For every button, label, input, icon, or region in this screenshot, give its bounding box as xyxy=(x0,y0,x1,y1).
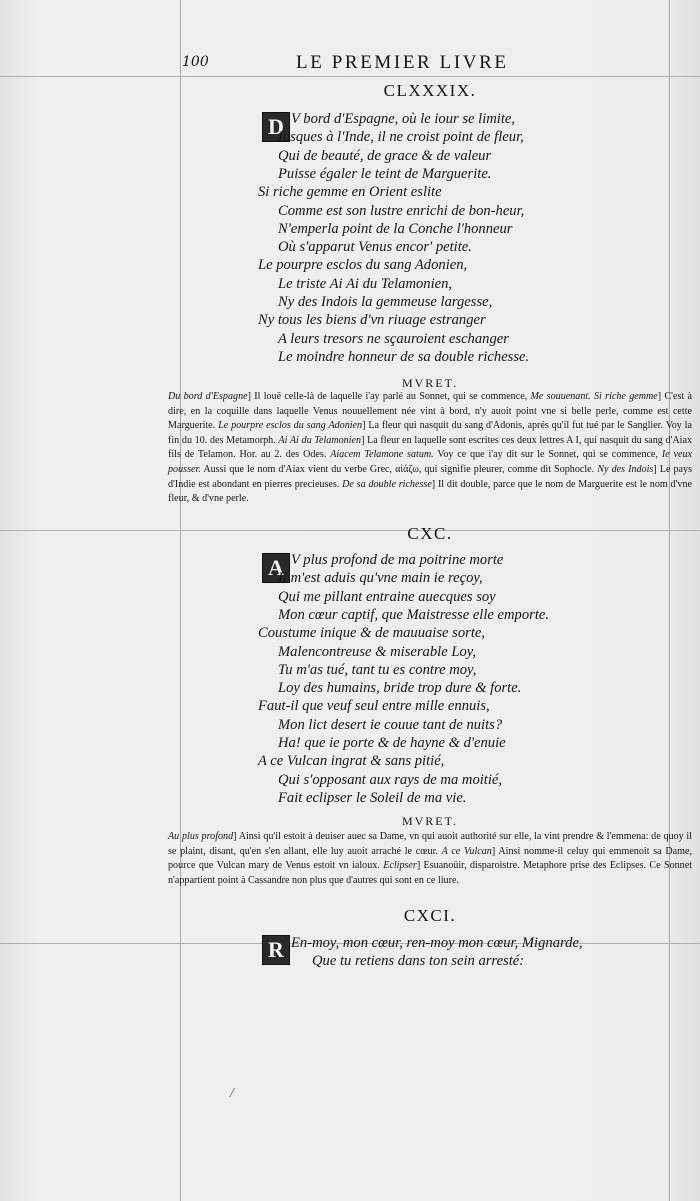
poem-line: Faut-il que veuf seul entre mille ennuis, xyxy=(258,698,490,715)
commentary-reference: Aiacem Telamone satum. xyxy=(330,449,434,461)
drop-cap-initial: A xyxy=(262,553,290,583)
poem-line: Ny tous les biens d'vn riuage estranger xyxy=(258,312,486,329)
poem-line: En-moy, mon cœur, ren-moy mon cœur, Mignarde, xyxy=(291,935,583,951)
sonnet-number: CXCI. xyxy=(403,906,457,925)
poem-line: Que tu retiens dans ton sein arresté: xyxy=(312,953,525,970)
commentary-gloss: ] Ainsi qu'il estoit à deuiser auec sa Dame, vn qui auoit authorité sur elle, la vint prendre & l'emmena: de quoy il se plaint, disant, qu'en s'en allant, elle luy auoit arraché le cœur. xyxy=(168,831,692,857)
commentary-gloss: ] Le pays d'Indie est abondant en pierres precieuses. xyxy=(168,463,693,490)
commentary-reference: Du bord d'Espagne xyxy=(168,391,248,402)
sonnet-number: CXC. xyxy=(407,524,453,543)
commentary-reference: Le pourpre esclos du sang Adonien xyxy=(218,420,363,432)
sonnet-number: CLXXXIX. xyxy=(383,81,477,100)
poem-line: Comme est son lustre enrichi de bon-heur, xyxy=(278,202,525,219)
commentary-gloss: ] La fleur qui nasquit du sang d'Adonis, aprés qu'il fut tué par le Sanglier. Voy la fin du 10. des Metamorph. xyxy=(168,420,692,446)
commentary-gloss: ] Il dit double, parce que le nom de Marguerite est le nom d'vne fleur, & d'vne perle. xyxy=(168,478,692,505)
poem-line: Qui s'opposant aux rays de ma moitié, xyxy=(278,771,503,788)
poem-line: Il m'est aduis qu'vne main ie reçoy, xyxy=(278,570,483,587)
commentary-heading: MVRET. xyxy=(401,376,459,390)
poem-line: Le triste Ai Ai du Telamonien, xyxy=(278,275,453,292)
running-title: LE PREMIER LIVRE xyxy=(296,52,509,73)
commentary-text xyxy=(168,390,692,507)
poem-line: A ce Vulcan ingrat & sans pitié, xyxy=(258,753,445,770)
commentary-gloss: ] Esuanoüir, disparoistre. Metaphore prise des Eclipses. Ce Sonnet n'appartient point à Cassandre non plus que d'autres qui sont en ce liure. xyxy=(168,860,693,886)
commentary-gloss: ] La fleur en laquelle sont escrites ces deux lettres A I, qui nasquit du sang d'Aiax fils de Telamon. Hor. au 2. des Odes. xyxy=(168,434,692,461)
poem-line: Loy des humains, bride trop dure & forte. xyxy=(278,680,522,697)
commentary-gloss: ] Ainsi nomme-il celuy qui emmenoit sa Dame, pource que Vulcan mary de Venus estoit vn ialoux. xyxy=(168,845,692,872)
commentary-reference: Ai Ai du Telamonien xyxy=(278,434,362,446)
crease-line-top xyxy=(0,76,700,77)
poem-line: Puisse égaler le teint de Marguerite. xyxy=(278,165,492,182)
poem-line: Fait eclipser le Soleil de ma vie. xyxy=(278,789,467,806)
commentary-reference: A ce Vulcan xyxy=(441,845,492,857)
poem-line: Si riche gemme en Orient eslite xyxy=(258,184,442,201)
folio-number: 100 xyxy=(182,54,209,70)
poem-line: Coustume inique & de mauuaise sorte, xyxy=(258,625,485,642)
commentary-text xyxy=(168,830,692,888)
drop-cap-initial: D xyxy=(262,112,290,142)
commentary-reference: De sa double richesse xyxy=(342,478,432,490)
poem-line: Mon cœur captif, que Maistresse elle emporte. xyxy=(278,606,550,623)
poem-line: V plus profond de ma poitrine morte xyxy=(291,552,504,568)
poem-line: V bord d'Espagne, où le iour se limite, xyxy=(291,111,516,127)
poem-line: Le pourpre esclos du sang Adonien, xyxy=(258,257,468,274)
fold-line-left xyxy=(180,0,181,1201)
commentary-reference: Me souuenant. Si riche gemme xyxy=(530,391,658,402)
drop-cap-initial: R xyxy=(262,935,290,965)
commentary-reference: Ie veux pousser. xyxy=(168,449,693,475)
poem-line: Iusques à l'Inde, il ne croist point de fleur, xyxy=(278,129,524,146)
poem-line: Mon lict desert ie couue tant de nuits? xyxy=(278,716,503,733)
commentary-heading: MVRET. xyxy=(401,814,459,828)
poem-line: Tu m'as tué, tant tu es contre moy, xyxy=(278,661,477,678)
poem-line: A leurs tresors ne sçauroient eschanger xyxy=(278,330,509,347)
commentary-reference: Au plus profond xyxy=(168,831,234,842)
commentary-gloss: ] C'est à dire, en la coquille dans laquelle Venus nouuellement née vint à bord, n'y auoit point vne si belle perle, comme est cette Marguerite. xyxy=(168,391,692,432)
poem-line: Qui de beauté, de grace & de valeur xyxy=(278,147,492,164)
commentary-gloss: Aussi que le nom d'Aiax vient du verbe Grec, αἰάζω, qui signifie pleurer, comme dit Sophocle. xyxy=(200,463,598,475)
stray-pen-mark: / xyxy=(230,1086,234,1101)
commentary-reference: Ny des Indois xyxy=(597,463,654,475)
commentary-gloss: Voy ce que i'ay dit sur le Sonnet, qui se commence, xyxy=(433,449,662,461)
poem-line: Le moindre honneur de sa double richesse. xyxy=(278,348,530,365)
poem-line: Ha! que ie porte & de hayne & d'enuie xyxy=(278,735,506,751)
poem-line: Qui me pillant entraine auecques soy xyxy=(278,588,496,605)
fold-line-right xyxy=(669,0,670,1201)
poem-line: Malencontreuse & miserable Loy, xyxy=(278,643,477,660)
poem-line: Où s'apparut Venus encor' petite. xyxy=(278,239,472,256)
page-header xyxy=(168,52,692,74)
poem-line: Ny des Indois la gemmeuse largesse, xyxy=(278,294,493,310)
commentary-reference: Eclipser xyxy=(383,860,417,872)
commentary-gloss: ] Il louë celle-là de laquelle i'ay parlé au Sonnet, qui se commence, xyxy=(247,391,531,402)
poem-line: N'emperla point de la Conche l'honneur xyxy=(278,220,513,237)
